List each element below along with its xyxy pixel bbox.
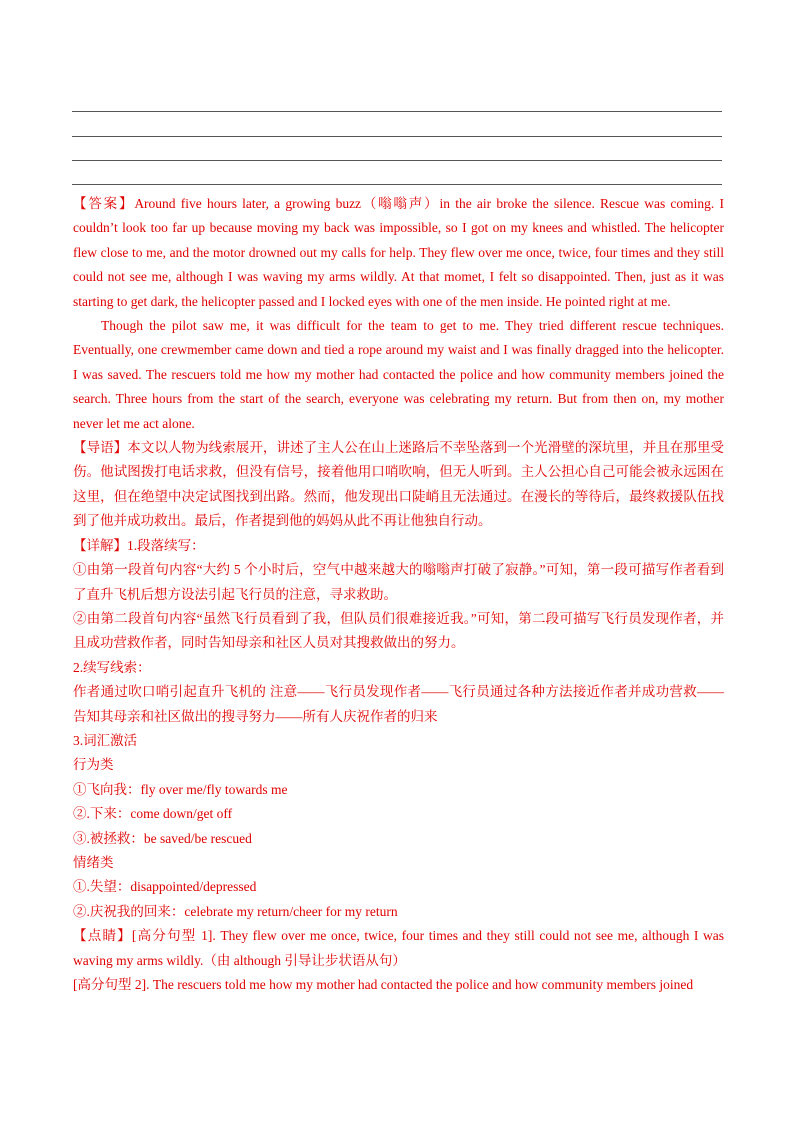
guide-paragraph bbox=[73, 436, 724, 534]
answer-content bbox=[73, 192, 724, 997]
vocab-category-action: 行为类 bbox=[73, 757, 114, 773]
detail-tag: 【详解】 bbox=[73, 537, 127, 553]
vocab-item: ②.庆祝我的回来：celebrate my return/cheer for my return bbox=[73, 903, 398, 919]
detail-heading-1: 1.段落续写： bbox=[127, 537, 205, 553]
guide-text: 本文以人物为线索展开，讲述了主人公在山上迷路后不幸坠落到一个光滑壁的深坑里，并且在那里受伤。他试图拨打电话求救，但没有信号，接着他用口哨吹响，但无人听到。主人公担心自己可能会被永远困在这里，但在绝望中决定试图找到出路。然而，他发现出口陡峭且无法通过。在漫长的等待后，最终救援队伍找到了他并成功救出。最后，作者提到他的妈妈从此不再让他独自行动。 bbox=[73, 440, 725, 529]
detail-item-1: ①由第一段首句内容“大约 5 个小时后，空气中越来越大的嗡嗡声打破了寂静。”可知，第一段可描写作者看到了直升飞机后想方设法引起飞行员的注意，寻求救助。 bbox=[73, 562, 724, 602]
highlight-sentence-1 bbox=[73, 924, 724, 973]
answer-paragraph-1 bbox=[73, 192, 724, 314]
highlight-tag: 【点睛】 bbox=[73, 928, 132, 944]
detail-clue: 作者通过吹口哨引起直升飞机的 注意——飞行员发现作者——飞行员通过各种方法接近作者并成功营救——告知其母亲和社区做出的搜寻努力——所有人庆祝作者的归来 bbox=[73, 684, 724, 724]
vocab-item: ①飞向我：fly over me/fly towards me bbox=[73, 781, 288, 797]
detail-item-2: ②由第二段首句内容“虽然飞行员看到了我，但队员们很难接近我。”可知，第二段可描写飞行员发现作者，并且成功营救作者，同时告知母亲和社区人员对其搜救做出的努力。 bbox=[73, 610, 724, 651]
writing-line-3 bbox=[72, 160, 722, 161]
vocab-item: ①.失望：disappointed/depressed bbox=[73, 879, 257, 895]
answer-tag: 【答案】 bbox=[73, 196, 135, 211]
vocab-item: ③.被拯救：be saved/be rescued bbox=[73, 830, 252, 846]
highlight-sentence-2: [高分句型 2]. The rescuers told me how my mother had contacted the police and how community members joined bbox=[73, 977, 694, 992]
writing-line-2 bbox=[72, 136, 722, 137]
detail-heading-2: 2.续写线索： bbox=[73, 659, 151, 675]
highlight-text-1: [高分句型 1]. They flew over me once, twice, four times and they still could not see me, although I was waving my arms wildly.（由 although 引导让步状语从句） bbox=[73, 928, 725, 968]
vocab-category-emotion: 情绪类 bbox=[73, 854, 114, 870]
answer-paragraph-2: Though the pilot saw me, it was difficult for the team to get to me. They tried different rescue techniques. Eventually, one crewmember came down and tied a rope around my waist and I was finally dragged into the helicopter. I was saved. The rescuers told me how my mother had contacted the police and how community members joined the search. Three hours from the start of the search, everyone was celebrating my return. But from then on, my mother never let me act alone. bbox=[73, 318, 724, 431]
guide-tag: 【导语】 bbox=[73, 440, 128, 456]
detail-heading bbox=[73, 534, 724, 558]
vocab-item: ②.下来：come down/get off bbox=[73, 806, 233, 822]
writing-line-4 bbox=[72, 184, 722, 185]
answer-text-1: Around five hours later, a growing buzz（嗡嗡声）in the air broke the silence. Rescue was coming. I couldn’t look too far up because moving my back was impossible, so I got on my knees and whistled. The helicopter flew close to me, and the motor drowned out my calls for help. They flew over me once, twice, four times and they still could not see me, although I was waving my arms wildly. At that momet, I felt so disappointed. Then, just as it was starting to get dark, the helicopter passed and I locked eyes with one of the men inside. He pointed right at me. bbox=[73, 196, 724, 309]
detail-heading-3: 3.词汇激活 bbox=[73, 732, 138, 748]
writing-line-1 bbox=[72, 111, 722, 112]
